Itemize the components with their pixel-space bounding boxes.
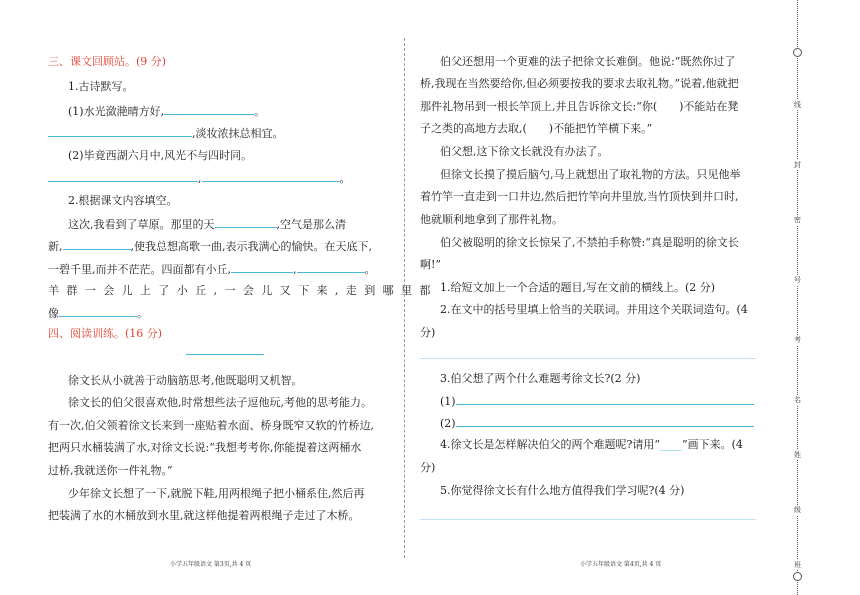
answer-blank-q5[interactable] bbox=[420, 508, 756, 520]
binding-char: 密 bbox=[791, 215, 804, 225]
reading-p2-l2: 有一次,伯父领着徐文长来到一座贴着水面、桥身既窄又软的竹桥边, bbox=[48, 419, 374, 432]
q1-2: (2)毕竟西湖六月中,风光不与四时同。 bbox=[68, 149, 253, 162]
binding-char: 姓 bbox=[791, 450, 804, 460]
blank-q1-2b[interactable] bbox=[202, 170, 340, 182]
reading-p4-l1: 伯父还想用一个更难的法子把徐文长难倒。他说:“既然你过了 bbox=[440, 55, 736, 68]
q2-title: 2.根据课文内容填空。 bbox=[68, 194, 178, 207]
blank-q2-fresh[interactable] bbox=[63, 238, 131, 250]
binding-strip bbox=[788, 0, 808, 595]
reading-p4-l3: 那件礼物吊到一根长竿顶上,并且告诉徐文长:“你( )不能站在凳 bbox=[420, 100, 739, 113]
blank-q1-2a[interactable] bbox=[48, 170, 198, 182]
blank-q2-like[interactable] bbox=[59, 305, 137, 317]
answer-line-q5 bbox=[420, 508, 756, 524]
reading-p1: 徐文长从小就善于动脑筋思考,他既聪明又机智。 bbox=[68, 374, 303, 387]
reading-p2-l3: 把两只水桶装满了水,对徐文长说:“我想考考你,你能提着这两桶水 bbox=[48, 441, 362, 454]
blank-q1-1a[interactable] bbox=[164, 103, 254, 115]
reading-p6-l3: 他就顺利地拿到了那件礼物。 bbox=[420, 213, 563, 226]
q2-line4: 羊群一会儿上了小丘,一会儿又下来,走到哪里都 bbox=[48, 284, 438, 297]
reading-p4-l4: 子之类的高地方去取,( )不能把竹竿横下来。” bbox=[420, 122, 653, 135]
reading-p2-l4: 过桥,我就送你一件礼物。” bbox=[48, 464, 173, 477]
q2-line5: 像 。 bbox=[48, 307, 148, 320]
binding-char: 封 bbox=[791, 160, 804, 170]
binding-char: 号 bbox=[791, 275, 804, 285]
blank-q1-1b[interactable] bbox=[48, 125, 192, 137]
question-4-l1: 4.徐文长是怎样解决伯父的两个难题呢?请用“____”画下来。(4 bbox=[440, 438, 743, 451]
question-1: 1.给短文加上一个合适的题目,写在文前的横线上。(2 分) bbox=[440, 281, 716, 294]
page-divider bbox=[404, 38, 405, 558]
blank-q2-sky[interactable] bbox=[215, 216, 277, 228]
reading-p6-l2: 着竹竿一直走到一口井边,然后把竹竿向井里放,当竹顶快到井口时, bbox=[420, 190, 739, 203]
answer-blank-q2[interactable] bbox=[420, 347, 756, 359]
q1-2b: , 。 bbox=[48, 170, 351, 186]
reading-p7-l1: 伯父被聪明的徐文长惊呆了,不禁拍手称赞:“真是聪明的徐文长 bbox=[440, 236, 739, 249]
question-5: 5.你觉得徐文长有什么地方值得我们学习呢?(4 分) bbox=[440, 484, 685, 497]
question-3-2: (2) bbox=[440, 415, 754, 431]
q2-line2: 新, ,使我总想高歌一曲,表示我满心的愉快。在天底下, bbox=[48, 240, 372, 253]
reading-p3-l2: 把装满了水的木桶放到水里,就这样他提着两根绳子走过了木桥。 bbox=[48, 509, 360, 522]
q2-line3: 一碧千里,而并不茫茫。四面都有小丘, , 。 bbox=[48, 263, 376, 276]
question-2-l1: 2.在文中的括号里填上恰当的关联词。并用这个关联词造句。(4 bbox=[440, 303, 748, 316]
blank-q2-hill-a[interactable] bbox=[231, 261, 293, 273]
reading-p3-l1: 少年徐文长想了一下,就脱下鞋,用两根绳子把小桶系住,然后再 bbox=[68, 487, 365, 500]
binding-char: 考 bbox=[791, 335, 804, 345]
reading-p6-l1: 但徐文长摸了摸后脑勺,马上就想出了取礼物的方法。只见他举 bbox=[440, 168, 741, 181]
binding-char: 级 bbox=[791, 505, 804, 515]
question-3: 3.伯父想了两个什么难题考徐文长?(2 分) bbox=[440, 372, 641, 385]
q1-title: 1.古诗默写。 bbox=[68, 80, 134, 93]
answer-blank-q3-1[interactable] bbox=[456, 393, 754, 405]
section4-title: 四、阅读训练。(16 分) bbox=[48, 327, 163, 340]
section3-title: 三、课文回顾站。(9 分) bbox=[48, 55, 167, 68]
binding-char: 线 bbox=[791, 100, 804, 110]
footer-left: 小学五年级语文 第3页,共 4 页 bbox=[170, 561, 252, 568]
answer-blank-q3-2[interactable] bbox=[456, 415, 754, 427]
q1-1b: ,淡妆浓抹总相宜。 bbox=[48, 125, 284, 141]
reading-title-line bbox=[186, 343, 264, 359]
blank-reading-title[interactable] bbox=[186, 343, 264, 355]
question-3-1: (1) bbox=[440, 393, 754, 409]
q1-1: (1)水光潋滟晴方好, 。 bbox=[68, 105, 266, 118]
binding-char: 班 bbox=[791, 560, 804, 570]
answer-line-q2 bbox=[420, 347, 756, 363]
reading-p5: 伯父想,这下徐文长就没有办法了。 bbox=[440, 145, 609, 158]
binding-char: 名 bbox=[791, 395, 804, 405]
question-4-l2: 分) bbox=[420, 461, 436, 474]
underline-mark: ____ bbox=[660, 438, 683, 451]
binding-hole-icon bbox=[793, 48, 802, 57]
reading-p2-l1: 徐文长的伯父很喜欢他,时常想些法子逗他玩,考他的思考能力。 bbox=[68, 396, 372, 409]
binding-hole-icon bbox=[793, 572, 802, 581]
reading-p7-l2: 啊!” bbox=[420, 258, 442, 271]
reading-p4-l2: 桥,我现在当然要给你,但必须要按我的要求去取礼物。”说着,他就把 bbox=[420, 77, 739, 90]
footer-right: 小学五年级语文 第4页,共 4 页 bbox=[580, 561, 662, 568]
q2-line1: 这次,我看到了草原。那里的天 ,空气是那么清 bbox=[68, 218, 346, 231]
question-2-l2: 分) bbox=[420, 326, 436, 339]
blank-q2-hill-b[interactable] bbox=[297, 261, 365, 273]
